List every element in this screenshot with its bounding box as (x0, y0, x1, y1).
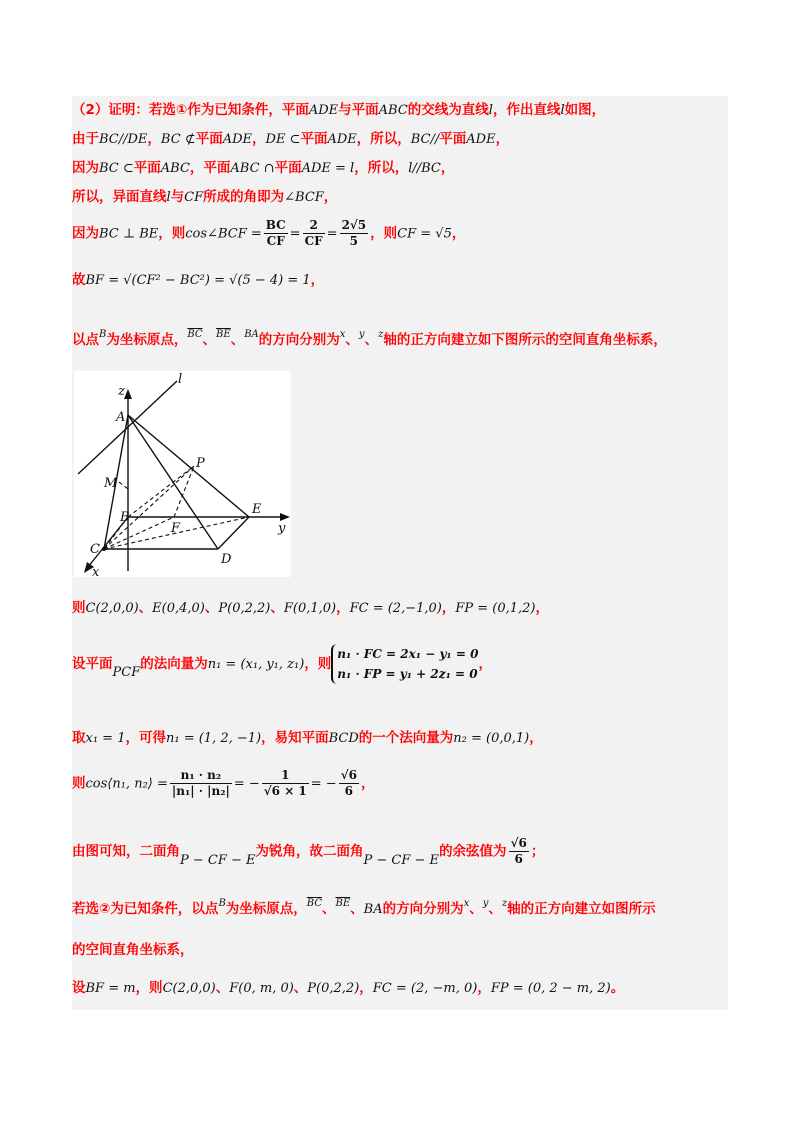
text: ，则 (370, 225, 398, 242)
line-14 (72, 938, 194, 958)
text: 、 (488, 901, 502, 917)
math: y (358, 329, 365, 340)
math: cos⟨n₁, n₂⟩ = (85, 776, 168, 792)
text: 平面 (195, 131, 223, 147)
text: 设 (72, 980, 86, 996)
line-10 (72, 726, 543, 746)
label-e: E (252, 502, 262, 517)
line-15 (72, 976, 624, 996)
math: FC = (2,−1,0) (349, 601, 442, 616)
math: n₁ = (x₁, y₁, z₁) (207, 657, 305, 672)
math: n₁ = (1, 2, −1) (165, 731, 262, 746)
math: cos∠BCF = (185, 226, 262, 242)
z-arrow (124, 389, 132, 399)
fraction: $\frac{2}{CF}$ (304, 218, 323, 248)
text: 、 (230, 332, 245, 348)
math: PCF (112, 665, 141, 680)
text: 、 (321, 901, 336, 917)
equation-system: n₁ · FC = 2x₁ − y₁ = 0 n₁ · FP = y₁ + 2z₁ = 0 (331, 644, 478, 684)
text: 、 (138, 600, 153, 616)
math: DE ⊂ (265, 132, 301, 147)
label-d: D (221, 552, 232, 567)
text: 取 (72, 730, 86, 746)
math: BC ⊥ BE (99, 226, 159, 242)
text: 、 (469, 901, 483, 917)
label-b: B (120, 510, 130, 525)
text: 则 (72, 775, 86, 792)
line-12 (72, 836, 544, 867)
math: P − CF − E (363, 852, 440, 868)
math: BF = m (85, 981, 136, 996)
text: 的空间直角坐标系， (72, 942, 194, 958)
math: n₂ = (0,0,1) (453, 731, 530, 746)
text: 为坐标原点， (225, 901, 307, 917)
text: 的交线为直线 (407, 102, 489, 118)
line-2 (72, 127, 509, 147)
text: 设平面 (72, 656, 113, 672)
math: CF = √5 (397, 226, 452, 242)
math: ABC ∩ (230, 161, 275, 176)
fraction: $\frac{BC}{CF}$ (265, 218, 286, 248)
text: 、 (270, 600, 284, 616)
text: ， (477, 980, 491, 996)
text: ， (529, 730, 543, 746)
math: C(2,0,0) (85, 601, 139, 616)
math: ∠BCF (284, 190, 324, 205)
edge-cp (104, 466, 194, 549)
label-z: z (118, 384, 125, 399)
text: ， (147, 131, 161, 147)
pyramid-diagram (74, 371, 291, 577)
fraction: $\frac{1}{√6 \times 1}$ (263, 768, 307, 798)
math: P(0,2,2) (307, 981, 360, 996)
line-4 (72, 185, 337, 205)
text: ， (310, 272, 325, 288)
text: 的余弦值为 (439, 843, 507, 860)
vector-bc: BC (187, 329, 203, 340)
label-l: l (178, 372, 183, 387)
text: 与 (170, 189, 185, 205)
vector-ba: BA (363, 902, 383, 917)
math: = − (310, 776, 337, 792)
math: = (326, 226, 338, 242)
math: ADE (222, 132, 253, 147)
math: E(0,4,0) (152, 601, 205, 616)
text: 为锐角，故二面角 (255, 843, 364, 860)
text: 平面 (439, 131, 467, 147)
text: ， (495, 131, 510, 147)
pyramid-figure (74, 371, 291, 577)
text: ， (441, 600, 456, 616)
math: l (560, 103, 565, 118)
text: 的方向分别为 (258, 332, 340, 348)
text: ， (440, 160, 455, 176)
text: ， (336, 600, 350, 616)
text: 所成的角即为 (203, 189, 285, 205)
text: ，则 (135, 980, 163, 996)
text: 因为 (72, 225, 99, 242)
text: 故 (72, 272, 86, 288)
line-3 (72, 156, 454, 176)
text: ，平面 (189, 160, 231, 176)
math: z (501, 898, 508, 909)
text: 、 (350, 901, 364, 917)
text: （2）证明：若选①作为已知条件，平面 (72, 102, 309, 118)
vector-bc: BC (306, 898, 322, 909)
math: x (463, 898, 470, 909)
text: 与平面 (338, 102, 379, 118)
math: ADE (308, 103, 339, 118)
vector-be: BE (216, 329, 231, 340)
edge-bp (128, 466, 194, 517)
math: B (99, 329, 107, 340)
text: ， (360, 775, 375, 792)
math: l (488, 103, 493, 118)
text: 若选②为已知条件，以点 (72, 901, 219, 917)
text: 以点 (72, 332, 99, 348)
text: 平面 (300, 131, 328, 147)
text: 轴的正方向建立如下图所示的空间直角坐标系， (383, 332, 667, 348)
math: y (482, 898, 489, 909)
text: ， (535, 600, 550, 616)
line-1 (72, 98, 605, 118)
text: 所以，异面直线 (72, 189, 167, 205)
fraction: $\frac{\text{n₁ · n₂}}{\text{|n₁| · |n₂|}}$ (171, 768, 230, 798)
math: x₁ = 1 (85, 731, 126, 746)
math: x (339, 329, 346, 340)
text: 、 (202, 332, 217, 348)
text: ； (530, 843, 545, 860)
math: = − (233, 776, 260, 792)
math: = (289, 226, 301, 242)
text: ， (323, 189, 338, 205)
math: F(0, m, 0) (229, 981, 294, 996)
text: 、 (364, 332, 379, 348)
text: 为坐标原点， (106, 332, 188, 348)
line-9 (72, 644, 492, 684)
math: z (378, 329, 384, 340)
math: P(0,2,2) (218, 601, 271, 616)
math: ABC (160, 161, 190, 176)
math: FP = (0,1,2) (455, 601, 536, 616)
solution-panel (72, 96, 728, 1010)
line-5 (72, 218, 465, 249)
text: 轴的正方向建立如图所示 (507, 901, 656, 917)
math: ABC (378, 103, 408, 118)
text: 、 (204, 600, 219, 616)
line-8 (72, 596, 549, 616)
text: 因为 (72, 160, 99, 176)
label-p: P (196, 456, 205, 471)
text: ，易知平面 (261, 730, 329, 746)
text: 的方向分别为 (382, 901, 464, 917)
line-6 (72, 268, 324, 288)
text: 则 (72, 600, 86, 616)
label-y: y (278, 521, 286, 536)
math: FP = (0, 2 − m, 2) (490, 981, 611, 996)
math: BCD (328, 731, 359, 746)
text: 、 (293, 980, 308, 996)
text: ， (359, 980, 373, 996)
text: 、 (345, 332, 359, 348)
text: ， (478, 656, 492, 672)
label-c: C (90, 542, 100, 557)
edge-mb (119, 482, 128, 489)
label-a: A (116, 410, 126, 425)
math: BC//DE (99, 132, 148, 147)
math: CF (184, 190, 204, 205)
text: ，所以， (356, 131, 411, 147)
text: ， (252, 131, 266, 147)
math: l (166, 190, 171, 205)
text: 。 (610, 980, 625, 996)
text: 平面 (274, 160, 302, 176)
text: ，则 (158, 225, 186, 242)
text: 、 (215, 980, 230, 996)
line-7 (72, 328, 667, 348)
y-arrow (280, 513, 290, 521)
math: ADE (466, 132, 496, 147)
text: 由图可知，二面角 (72, 843, 180, 860)
edge-de (218, 517, 249, 549)
text: ，作出直线 (492, 102, 561, 118)
math: BC// (410, 132, 440, 147)
math: ADE = l (301, 161, 355, 176)
math: B (218, 898, 226, 909)
text: 平面 (133, 160, 161, 176)
edge-ae (128, 415, 249, 517)
label-f: F (171, 521, 181, 536)
text: ，则 (304, 656, 332, 672)
text: 如图， (564, 102, 606, 118)
math: P − CF − E (180, 852, 256, 868)
text: ， (451, 225, 466, 242)
line-13 (72, 897, 656, 917)
vector-ba: BA (244, 329, 259, 340)
line-11 (72, 768, 374, 799)
math: BF = √(CF² − BC²) = √(5 − 4) = 1 (85, 273, 311, 288)
point-c (102, 547, 106, 551)
text: 由于 (72, 131, 99, 147)
math: BC ⊄ (160, 132, 196, 147)
text: ，可得 (125, 730, 166, 746)
label-m: M (104, 476, 118, 491)
math: C(2,0,0) (162, 981, 216, 996)
text: 的法向量为 (140, 656, 208, 672)
math: BC ⊂ (99, 161, 134, 176)
vector-be: BE (335, 898, 351, 909)
math: ADE (327, 132, 357, 147)
fraction: $\frac{√6}{6}$ (510, 836, 527, 866)
text: 的一个法向量为 (358, 730, 454, 746)
math: l//BC (408, 161, 441, 176)
text: ，所以， (354, 160, 409, 176)
math: F(0,1,0) (283, 601, 337, 616)
fraction: $\frac{2√5}{5}$ (341, 218, 367, 248)
fraction: $\frac{√6}{6}$ (340, 768, 357, 798)
label-x: x (92, 565, 100, 577)
math: FC = (2, −m, 0) (372, 981, 478, 996)
